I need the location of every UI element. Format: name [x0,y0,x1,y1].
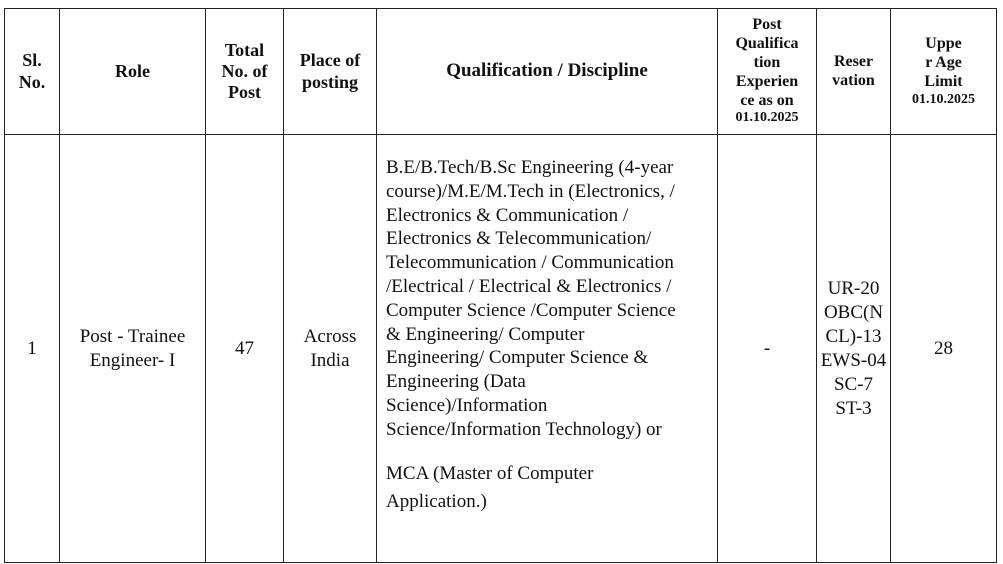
header-sl-no: Sl. No. [5,9,60,135]
header-place-of-posting: Place of posting [284,9,377,135]
header-experience: Post Qualifica tion Experien ce as on 01.10.2025 [718,9,817,135]
recruitment-table [4,8,997,563]
header-total-posts: Total No. of Post [206,9,284,135]
cell-age-limit: 28 [891,135,997,563]
header-age-limit: Uppe r Age Limit 01.10.2025 [891,9,997,135]
cell-role: Post - Trainee Engineer- I [60,135,206,563]
header-reservation: Reser vation [817,9,891,135]
cell-sl-no: 1 [5,135,60,563]
table-row [5,135,997,563]
qualification-mca: MCA (Master of Computer Application.) [386,462,594,512]
header-role: Role [60,9,206,135]
cell-experience: - [718,135,817,563]
qualification-text: B.E/B.Tech/B.Sc Engineering (4-year course)/M.E/M.Tech in (Electronics, / Electronics & Communication / Electronics & Telecommunication/ Telecommunication / Communication /Electrical / Electrical & Electronics / Computer Science /Computer Science & Engineering/ Computer Engineering/ Computer Science & Engineering (Data Science)/Information Science/Information Technology) or [386,157,676,440]
header-row [5,9,997,135]
cell-place-of-posting: Across India [284,135,377,563]
cell-qualification [377,135,718,563]
cell-total-posts: 47 [206,135,284,563]
cell-reservation: UR-20 OBC(N CL)-13 EWS-04 SC-7 ST-3 [817,135,891,563]
header-qualification: Qualification / Discipline [377,9,718,135]
